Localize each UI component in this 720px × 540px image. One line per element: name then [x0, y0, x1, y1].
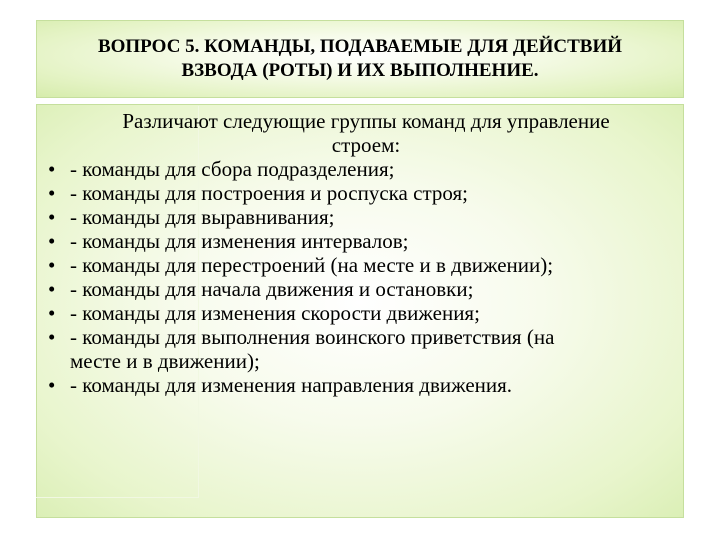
- bullet-icon: •: [48, 205, 56, 229]
- command-list: [0, 157, 670, 397]
- decorative-divider: [36, 497, 199, 498]
- slide-title-line-2: ВЗВОДА (РОТЫ) И ИХ ВЫПОЛНЕНИЕ.: [181, 60, 539, 81]
- bullet-icon: •: [48, 253, 56, 277]
- list-item-line: - команды для перестроений (на месте и в движении);: [70, 253, 554, 277]
- slide-title: [98, 35, 622, 83]
- list-item-line: - команды для изменения скорости движения;: [70, 301, 480, 325]
- list-item-text: [70, 253, 670, 277]
- list-item: [0, 205, 670, 229]
- list-item: [0, 325, 670, 373]
- intro-text: [66, 109, 666, 157]
- list-item-line: месте и в движении);: [70, 349, 260, 373]
- list-item: [0, 181, 670, 205]
- list-item-line: - команды для сбора подразделения;: [70, 157, 395, 181]
- list-item-line: - команды для изменения направления движения.: [70, 373, 513, 397]
- bullet-icon: •: [48, 373, 56, 397]
- list-item-text: [70, 181, 670, 205]
- list-item: [0, 157, 670, 181]
- list-item-line: - команды для выравнивания;: [70, 205, 335, 229]
- bullet-icon: •: [48, 181, 56, 205]
- list-item-text: [70, 277, 670, 301]
- list-item: [0, 229, 670, 253]
- intro-line-2: строем:: [331, 133, 401, 157]
- bullet-icon: •: [48, 277, 56, 301]
- list-item-text: [70, 373, 670, 397]
- slide-title-line-1: ВОПРОС 5. КОМАНДЫ, ПОДАВАЕМЫЕ ДЛЯ ДЕЙСТВИЙ: [97, 36, 623, 57]
- title-panel: [36, 20, 684, 98]
- list-item-text: [70, 157, 670, 181]
- list-item: [0, 253, 670, 277]
- list-item-line: - команды для изменения интервалов;: [70, 229, 409, 253]
- intro-line-1: Различают следующие группы команд для управление: [122, 109, 610, 133]
- bullet-icon: •: [48, 157, 56, 181]
- list-item-line: - команды для выполнения воинского приветствия (на: [70, 325, 555, 349]
- list-item-text: [70, 301, 670, 325]
- list-item: [0, 277, 670, 301]
- list-item: [0, 301, 670, 325]
- bullet-icon: •: [48, 301, 56, 325]
- list-item: [0, 373, 670, 397]
- list-item-text: [70, 325, 670, 373]
- list-item-text: [70, 205, 670, 229]
- list-item-text: [70, 229, 670, 253]
- list-item-line: - команды для построения и роспуска строя;: [70, 181, 468, 205]
- bullet-icon: •: [48, 325, 56, 349]
- bullet-icon: •: [48, 229, 56, 253]
- list-item-line: - команды для начала движения и остановки;: [70, 277, 474, 301]
